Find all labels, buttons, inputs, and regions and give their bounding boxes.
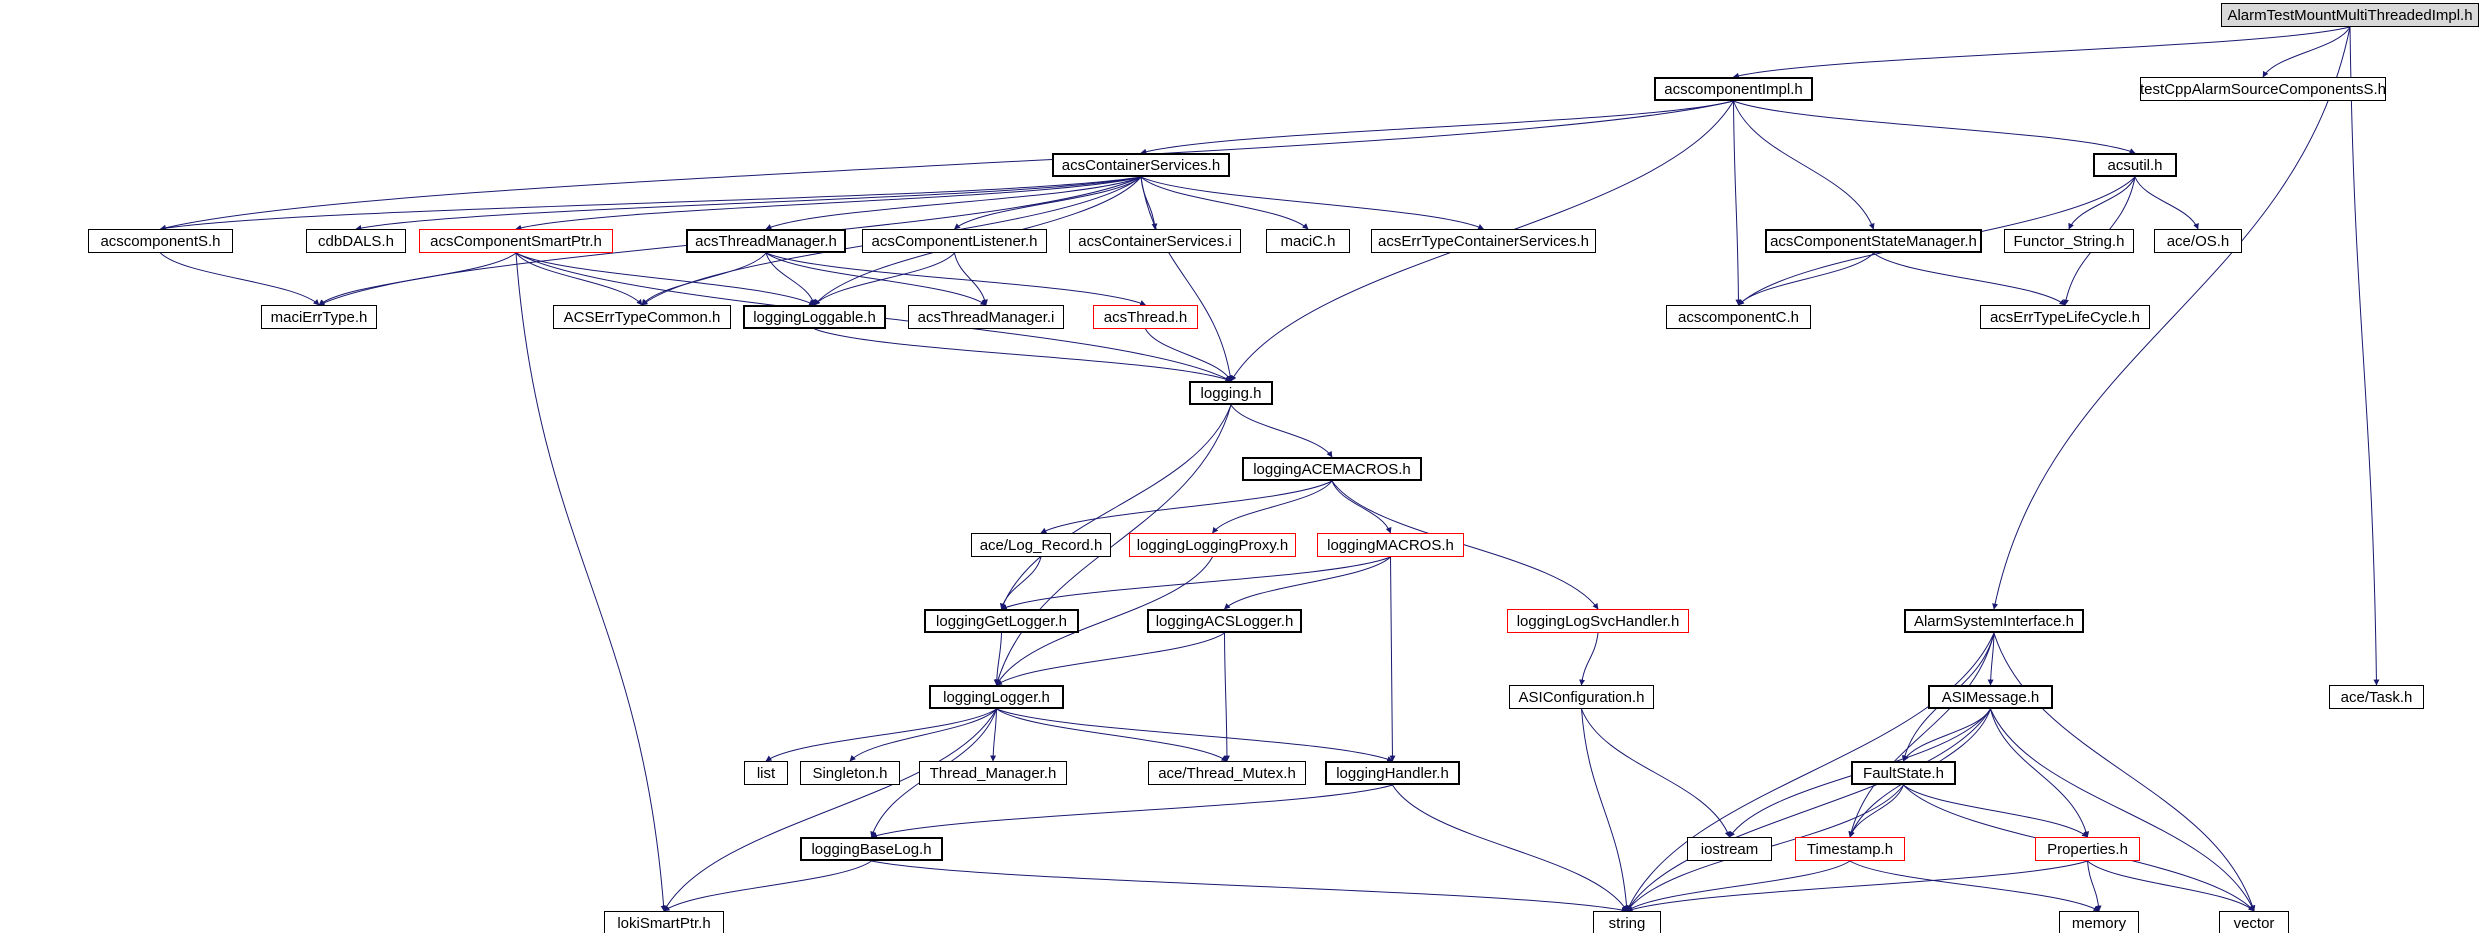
graph-node-loggingbaselog-h[interactable]: loggingBaseLog.h bbox=[800, 837, 943, 861]
graph-edge bbox=[356, 177, 1141, 229]
graph-node-testcppalarmsourcecomponentss-h[interactable]: testCppAlarmSourceComponentsS.h bbox=[2140, 77, 2386, 101]
graph-edge bbox=[1141, 177, 1484, 229]
graph-edge bbox=[516, 253, 815, 305]
graph-edge bbox=[1991, 633, 1995, 685]
graph-edge bbox=[766, 177, 1141, 229]
graph-edge bbox=[1582, 709, 1628, 911]
graph-edge bbox=[1141, 177, 1308, 229]
graph-edge bbox=[1850, 633, 1994, 837]
graph-node-acscomponentc-h[interactable]: acscomponentC.h bbox=[1666, 305, 1811, 329]
graph-edge bbox=[664, 709, 997, 911]
graph-edge bbox=[1582, 709, 1730, 837]
graph-node-acscomponentimpl-h[interactable]: acscomponentImpl.h bbox=[1654, 77, 1813, 101]
graph-node-alarmtestmountmultithreadedimpl-h[interactable]: AlarmTestMountMultiThreadedImpl.h bbox=[2221, 3, 2479, 27]
graph-edge bbox=[766, 253, 1146, 305]
graph-edge bbox=[1332, 481, 1391, 533]
graph-node-loggingloggable-h[interactable]: loggingLoggable.h bbox=[743, 305, 886, 329]
graph-edge bbox=[516, 253, 664, 911]
graph-edge bbox=[997, 633, 1225, 685]
graph-node-loggingacslogger-h[interactable]: loggingACSLogger.h bbox=[1147, 609, 1302, 633]
graph-edge bbox=[1627, 709, 1991, 911]
graph-edge bbox=[1850, 861, 2099, 911]
graph-node-acscontainerservices-i[interactable]: acsContainerServices.i bbox=[1069, 229, 1241, 253]
graph-edge bbox=[766, 253, 986, 305]
graph-edge bbox=[766, 253, 815, 305]
graph-edge bbox=[1991, 709, 2088, 837]
graph-node-timestamp-h[interactable]: Timestamp.h bbox=[1795, 837, 1905, 861]
graph-edge bbox=[1393, 785, 1628, 911]
graph-edge bbox=[1904, 785, 2088, 837]
graph-edge bbox=[1734, 101, 2136, 153]
graph-node-acserrtypelifecycle-h[interactable]: acsErrTypeLifeCycle.h bbox=[1980, 305, 2150, 329]
graph-edge bbox=[872, 785, 1393, 837]
graph-edge bbox=[1146, 329, 1232, 381]
graph-edge bbox=[815, 253, 955, 305]
graph-edge bbox=[850, 709, 997, 761]
graph-node-memory[interactable]: memory bbox=[2059, 911, 2139, 933]
graph-node-loggingacemacros-h[interactable]: loggingACEMACROS.h bbox=[1242, 457, 1422, 481]
graph-edge bbox=[997, 709, 1393, 761]
graph-node-acsthreadmanager-h[interactable]: acsThreadManager.h bbox=[686, 229, 846, 253]
graph-node-logginggetlogger-h[interactable]: loggingGetLogger.h bbox=[924, 609, 1079, 633]
graph-edge bbox=[516, 253, 642, 305]
graph-edge bbox=[2088, 861, 2255, 911]
graph-edge bbox=[1734, 27, 2351, 77]
graph-node-iostream[interactable]: iostream bbox=[1687, 837, 1772, 861]
graph-edge bbox=[2350, 27, 2377, 685]
graph-edge bbox=[1391, 557, 1393, 761]
graph-node-loggingloggingproxy-h[interactable]: loggingLoggingProxy.h bbox=[1129, 533, 1296, 557]
graph-node-ace-os-h[interactable]: ace/OS.h bbox=[2154, 229, 2242, 253]
graph-edge bbox=[1627, 861, 2088, 911]
graph-edge bbox=[2135, 177, 2198, 229]
graph-node-acscomponents-h[interactable]: acscomponentS.h bbox=[88, 229, 233, 253]
graph-edge bbox=[766, 709, 997, 761]
graph-edge bbox=[2263, 27, 2350, 77]
graph-edge bbox=[1231, 405, 1332, 457]
graph-node-string[interactable]: string bbox=[1593, 911, 1661, 933]
graph-node-acscomponentsmartptr-h[interactable]: acsComponentSmartPtr.h bbox=[419, 229, 613, 253]
graph-edge bbox=[516, 177, 1141, 229]
graph-node-vector[interactable]: vector bbox=[2219, 911, 2289, 933]
graph-edge bbox=[815, 329, 1232, 381]
graph-edge bbox=[1739, 253, 1874, 305]
graph-edge bbox=[1141, 101, 1734, 153]
graph-edge bbox=[161, 101, 1734, 229]
graph-edge bbox=[2069, 177, 2135, 229]
graph-node-logginghandler-h[interactable]: loggingHandler.h bbox=[1325, 761, 1460, 785]
graph-edge bbox=[1225, 633, 1228, 761]
graph-edge bbox=[1002, 557, 1042, 609]
graph-node-ace-thread-mutex-h[interactable]: ace/Thread_Mutex.h bbox=[1148, 761, 1306, 785]
graph-node-alarmsysteminterface-h[interactable]: AlarmSystemInterface.h bbox=[1904, 609, 2084, 633]
graph-edge bbox=[1002, 557, 1391, 609]
graph-edge bbox=[1627, 861, 1850, 911]
graph-edge bbox=[1002, 405, 1232, 609]
graph-edge bbox=[1213, 481, 1333, 533]
graph-node-properties-h[interactable]: Properties.h bbox=[2035, 837, 2140, 861]
graph-edge bbox=[993, 709, 997, 761]
graph-node-ace-log-record-h[interactable]: ace/Log_Record.h bbox=[971, 533, 1111, 557]
graph-edge bbox=[2088, 861, 2100, 911]
graph-node-acscomponentstatemanager-h[interactable]: acsComponentStateManager.h bbox=[1765, 229, 1982, 253]
graph-edge bbox=[664, 861, 872, 911]
graph-edge bbox=[1994, 633, 2254, 911]
graph-edge bbox=[1734, 101, 1874, 229]
graph-node-acsthread-h[interactable]: acsThread.h bbox=[1093, 305, 1198, 329]
graph-edge bbox=[1850, 785, 1904, 837]
graph-edge bbox=[872, 861, 1628, 911]
graph-node-acsthreadmanager-i[interactable]: acsThreadManager.i bbox=[908, 305, 1064, 329]
graph-edge bbox=[997, 709, 1228, 761]
graph-node-thread-manager-h[interactable]: Thread_Manager.h bbox=[919, 761, 1067, 785]
graph-node-macic-h[interactable]: maciC.h bbox=[1266, 229, 1350, 253]
graph-node-faultstate-h[interactable]: FaultState.h bbox=[1851, 761, 1956, 785]
graph-edge bbox=[955, 177, 1142, 229]
graph-edge bbox=[1582, 633, 1599, 685]
graph-node-asimessage-h[interactable]: ASIMessage.h bbox=[1928, 685, 2053, 709]
graph-node-asiconfiguration-h[interactable]: ASIConfiguration.h bbox=[1509, 685, 1654, 709]
graph-edge bbox=[1991, 709, 2255, 911]
graph-edge bbox=[955, 253, 987, 305]
graph-node-logginglogsvchandler-h[interactable]: loggingLogSvcHandler.h bbox=[1507, 609, 1689, 633]
graph-node-logginglogger-h[interactable]: loggingLogger.h bbox=[929, 685, 1064, 709]
graph-edge bbox=[161, 177, 1142, 229]
graph-edge bbox=[1874, 253, 2066, 305]
graph-edge bbox=[1225, 557, 1391, 609]
graph-edge bbox=[997, 633, 1002, 685]
graph-edge bbox=[1041, 481, 1332, 533]
graph-edge bbox=[161, 253, 320, 305]
graph-node-list[interactable]: list bbox=[744, 761, 788, 785]
graph-node-functor-string-h[interactable]: Functor_String.h bbox=[2004, 229, 2134, 253]
graph-node-loggingmacros-h[interactable]: loggingMACROS.h bbox=[1317, 533, 1464, 557]
graph-node-acserrtypecommon-h[interactable]: ACSErrTypeCommon.h bbox=[553, 305, 731, 329]
graph-edge bbox=[1141, 177, 1155, 229]
graph-node-acscomponentlistener-h[interactable]: acsComponentListener.h bbox=[862, 229, 1047, 253]
graph-node-acserrtypecontainerservices-h[interactable]: acsErrTypeContainerServices.h bbox=[1371, 229, 1596, 253]
graph-edge bbox=[1141, 177, 1231, 381]
graph-node-cdbdals-h[interactable]: cdbDALS.h bbox=[306, 229, 406, 253]
graph-edge bbox=[1734, 101, 1739, 305]
graph-node-lokismartptr-h[interactable]: lokiSmartPtr.h bbox=[604, 911, 724, 933]
graph-node-logging-h[interactable]: logging.h bbox=[1189, 381, 1273, 405]
graph-edge bbox=[1904, 709, 1991, 761]
graph-node-acscontainerservices-h[interactable]: acsContainerServices.h bbox=[1052, 153, 1230, 177]
graph-node-macierrtype-h[interactable]: maciErrType.h bbox=[261, 305, 377, 329]
graph-edge bbox=[642, 253, 766, 305]
graph-node-ace-task-h[interactable]: ace/Task.h bbox=[2329, 685, 2424, 709]
graph-edge bbox=[319, 253, 516, 305]
graph-node-acsutil-h[interactable]: acsutil.h bbox=[2093, 153, 2177, 177]
graph-node-singleton-h[interactable]: Singleton.h bbox=[800, 761, 900, 785]
